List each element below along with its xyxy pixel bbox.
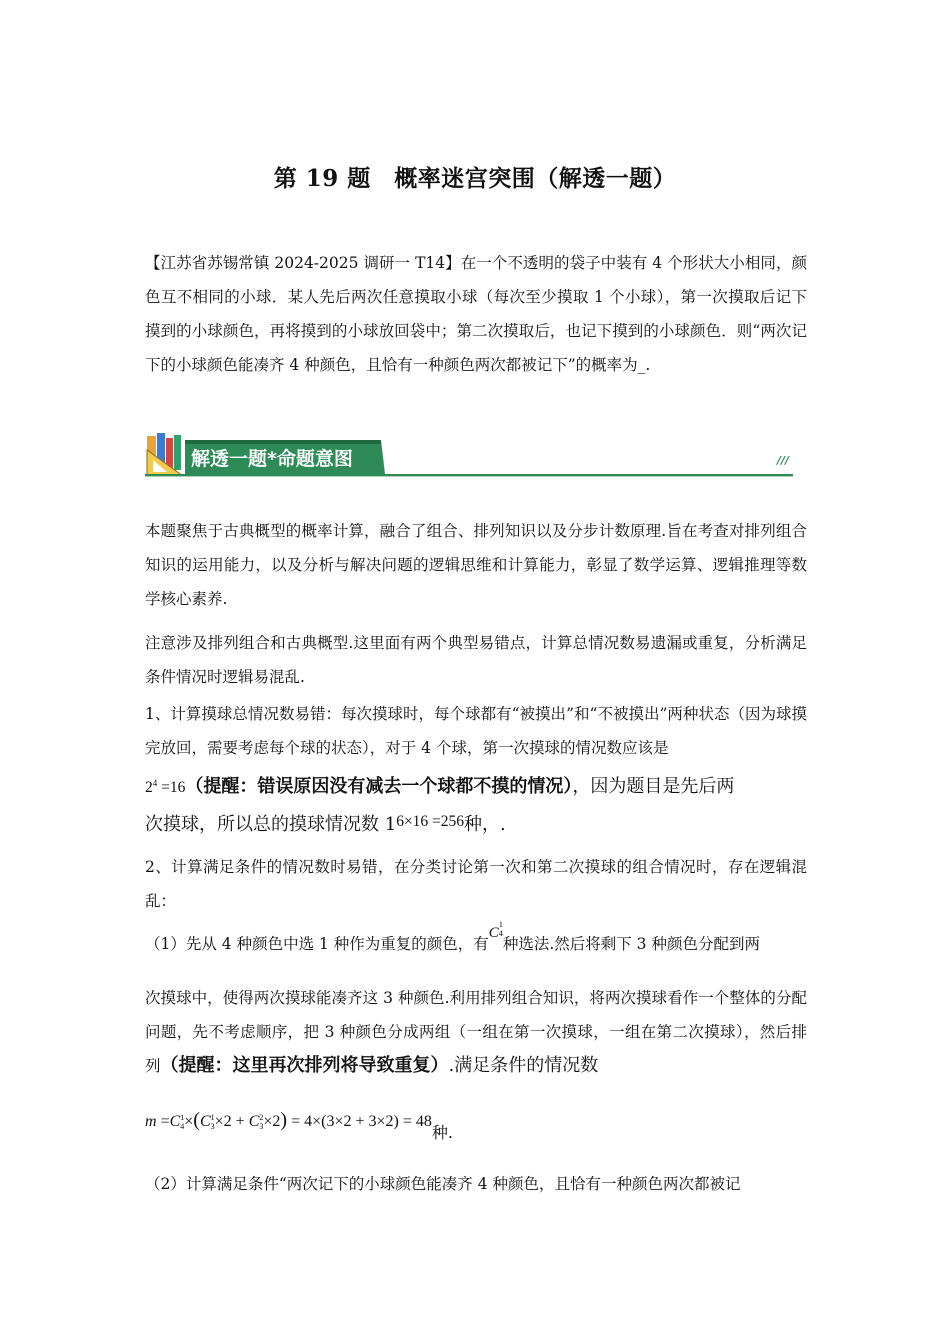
power-expression: $2^4 =16$	[145, 778, 186, 796]
banner-label: 解透一题*命题意图	[191, 448, 353, 470]
error-1-line-math	[145, 772, 734, 798]
tip-2: （提醒：这里再次排列将导致重复）	[160, 1055, 449, 1076]
combination-c41: C 1 4	[488, 920, 503, 941]
paragraph-case-1: 次摸球中，使得两次摸球能凑齐这 3 种颜色.利用排列组合知识，将两次摸球看作一个整体的分配问题，先不考虑顺序，把 3 种颜色分成两组（一组在第一次摸球，一组在第二次摸球），然后排列（提醒：这里再次排列将导致重复）.满足条件的情况数	[145, 989, 807, 1076]
paragraph-intent: 本题聚焦于古典概型的概率计算，融合了组合、排列知识以及分步计数原理.旨在考查对排列组合知识的运用能力，以及分析与解决问题的逻辑思维和计算能力，彰显了数学运算、逻辑推理等数学核心素养.	[145, 522, 807, 608]
error-1-tail: ，因为题目是先后两	[572, 776, 735, 797]
books-ruler-icon	[147, 433, 183, 476]
banner-mark: ///	[776, 454, 789, 467]
tip-1: （提醒：错误原因没有减去一个球都不摸的情况）	[185, 776, 573, 797]
paragraph-note: 注意涉及排列组合和古典概型.这里面有两个典型易错点，计算总情况数易遗漏或重复，分析满足条件情况时逻辑易混乱.	[145, 634, 807, 686]
error-1-line-2: 次摸球，所以总的摸球情况数 16×16 =256种，.	[145, 813, 506, 835]
formula-m: m =C 1 4 ×(C 1 3 ×2 + C 2 3 ×2) = 4×(3×2 + 3×2) = 48种.	[145, 1109, 453, 1142]
problem-text: 在一个不透明的袋子中装有 4 个形状大小相同，颜色互不相同的小球．某人先后两次任意摸取小球（每次至少摸取 1 个小球），第一次摸取后记下摸到的小球颜色，再将摸到的小球放回袋中；第二次摸取后，也记下摸到的小球颜色．则“两次记下的小球颜色能凑齐 4 种颜色，且恰有一种颜色两次都被记下”的概率为_.	[145, 254, 807, 374]
case-2-line: （2）计算满足条件“两次记下的小球颜色能凑齐 4 种颜色，且恰有一种颜色两次都被记	[145, 1175, 741, 1193]
total-count-expression: 6×16 =256	[396, 813, 465, 830]
problem-statement	[145, 246, 807, 382]
paragraph-error-2: 2、计算满足条件的情况数时易错，在分类讨论第一次和第二次摸球的组合情况时，存在逻辑混乱：	[145, 858, 807, 910]
page-title: 第 19 题 概率迷宫突围（解透一题）	[273, 165, 677, 192]
paragraph-error-1: 1、计算摸球总情况数易错：每次摸球时，每个球都有“被摸出”和“不被摸出”两种状态（因为球摸完放回，需要考虑每个球的状态），对于 4 个球，第一次摸球的情况数应该是	[145, 705, 807, 757]
case-1-line: （1）先从 4 种颜色中选 1 种作为重复的颜色，有C 1 4 种选法.然后将剩下 3 种颜色分配到两	[145, 920, 760, 953]
section-banner	[145, 432, 793, 478]
problem-source: 【江苏省苏锡常镇 2024-2025 调研一 T14】	[145, 254, 461, 272]
